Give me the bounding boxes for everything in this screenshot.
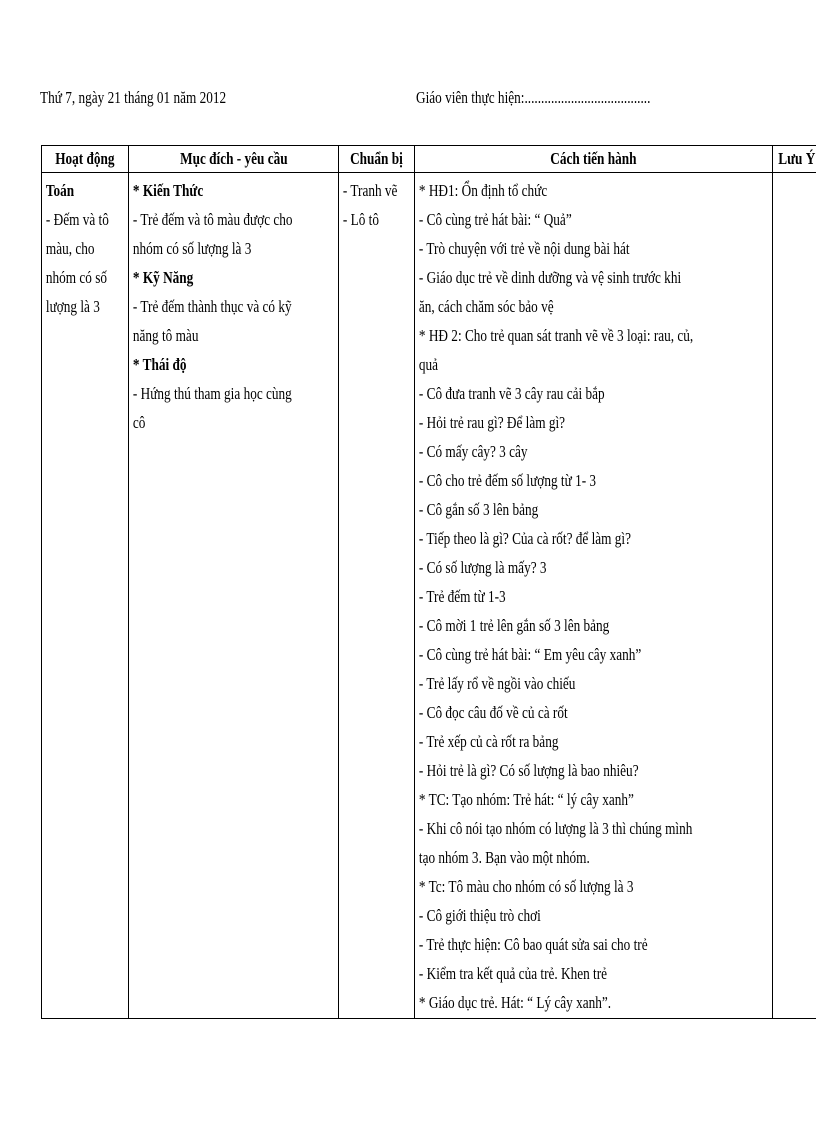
step-line: * Tc: Tô màu cho nhóm có số lượng là 3 xyxy=(419,877,634,896)
step-line: ăn, cách chăm sóc bảo vệ xyxy=(419,297,554,316)
step-line: - Cô giới thiệu trò chơi xyxy=(419,906,542,925)
col-header-steps: Cách tiến hành xyxy=(415,146,773,173)
steps-cell xyxy=(415,173,773,1019)
step-line: - Cô cho trẻ đếm số lượng từ 1- 3 xyxy=(419,471,597,490)
header-row xyxy=(42,146,816,173)
date-line: Thứ 7, ngày 21 tháng 01 năm 2012 xyxy=(40,88,227,107)
col-header-preparation: Chuẩn bị xyxy=(339,146,415,173)
step-line: * TC: Tạo nhóm: Trẻ hát: “ lý cây xanh” xyxy=(419,790,635,809)
step-line: - Cô đưa tranh vẽ 3 cây rau cải bắp xyxy=(419,384,606,403)
step-line: * HĐ1: Ổn định tổ chức xyxy=(419,181,548,200)
teacher-line: Giáo viên thực hiện:...................................... xyxy=(416,88,651,107)
activity-line: màu, cho xyxy=(45,239,95,258)
activity-line: - Đếm và tô xyxy=(45,210,109,229)
lesson-plan-table xyxy=(41,145,816,1019)
step-line: - Cô đọc câu đố về củ cà rốt xyxy=(419,703,568,722)
activity-line: lượng là 3 xyxy=(45,297,100,316)
step-line: - Hỏi trẻ rau gì? Để làm gì? xyxy=(419,413,566,432)
activity-line: nhóm có số xyxy=(45,268,108,287)
step-line: - Cô gắn số 3 lên bảng xyxy=(419,500,539,519)
goal-line: - Trẻ đếm thành thục và có kỹ xyxy=(132,297,292,316)
step-line: quả xyxy=(419,355,439,374)
step-line: tạo nhóm 3. Bạn vào một nhóm. xyxy=(419,848,591,867)
step-line: - Kiểm tra kết quả của trẻ. Khen trẻ xyxy=(419,964,608,983)
preparation-item: - Lô tô xyxy=(343,210,380,229)
col-header-goals: Mục đích - yêu cầu xyxy=(128,146,339,173)
activity-cell xyxy=(42,173,129,1019)
step-line: - Giáo dục trẻ về dinh dưỡng và vệ sinh trước khi xyxy=(419,268,682,287)
step-line: * HĐ 2: Cho trẻ quan sát tranh vẽ về 3 loại: rau, củ, xyxy=(419,326,694,345)
goal-line: nhóm có số lượng là 3 xyxy=(132,239,252,258)
step-line: - Tiếp theo là gì? Của cà rốt? để làm gì? xyxy=(419,529,632,548)
goal-line: cô xyxy=(132,413,146,432)
col-header-activity: Hoạt động xyxy=(42,146,129,173)
step-line: - Trẻ xếp củ cà rốt ra bảng xyxy=(419,732,559,751)
step-line: - Hỏi trẻ là gì? Có số lượng là bao nhiêu? xyxy=(419,761,639,780)
goal-line: năng tô màu xyxy=(132,326,199,345)
notes-cell xyxy=(773,173,816,1019)
goal-line: * Thái độ xyxy=(132,355,187,374)
goal-line: * Kiến Thức xyxy=(132,181,203,200)
table-row xyxy=(42,173,816,1019)
step-line: - Có mấy cây? 3 cây xyxy=(419,442,528,461)
goal-line: - Trẻ đếm và tô màu được cho xyxy=(132,210,293,229)
step-line: - Cô cùng trẻ hát bài: “ Em yêu cây xanh” xyxy=(419,645,642,664)
col-header-notes: Lưu Ý xyxy=(773,146,816,173)
step-line: - Có số lượng là mấy? 3 xyxy=(419,558,547,577)
activity-title: Toán xyxy=(45,181,75,200)
step-line: - Khi cô nói tạo nhóm có lượng là 3 thì chúng mình xyxy=(419,819,693,838)
step-line: - Cô mời 1 trẻ lên gắn số 3 lên bảng xyxy=(419,616,610,635)
step-line: - Trẻ lấy rổ về ngồi vào chiếu xyxy=(419,674,576,693)
step-line: * Giáo dục trẻ. Hát: “ Lý cây xanh”. xyxy=(419,993,612,1012)
step-line: - Trẻ thực hiện: Cô bao quát sửa sai cho trẻ xyxy=(419,935,648,954)
goal-line: - Hứng thú tham gia học cùng xyxy=(132,384,292,403)
step-line: - Trẻ đếm từ 1-3 xyxy=(419,587,506,606)
step-line: - Trò chuyện với trẻ về nội dung bài hát xyxy=(419,239,630,258)
preparation-cell xyxy=(339,173,415,1019)
goal-line: * Kỹ Năng xyxy=(132,268,194,287)
preparation-item: - Tranh vẽ xyxy=(343,181,398,200)
goals-cell xyxy=(128,173,339,1019)
step-line: - Cô cùng trẻ hát bài: “ Quả” xyxy=(419,210,573,229)
